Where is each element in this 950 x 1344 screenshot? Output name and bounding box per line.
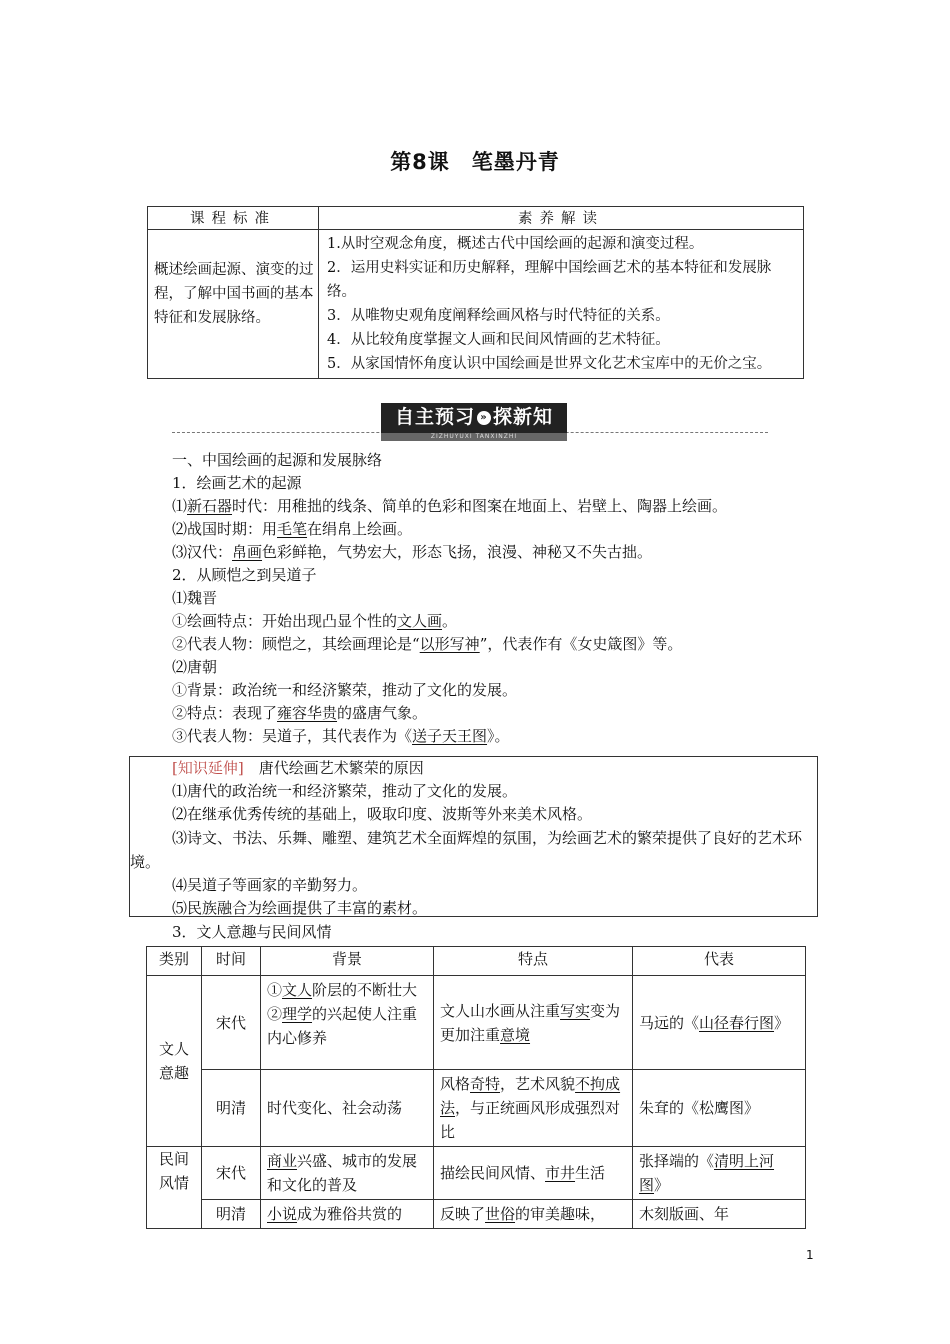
representative-cell: 朱耷的《松鹰图》 <box>633 1070 806 1147</box>
text-line: ①绘画特点：开始出现凸显个性的文人画。 <box>172 612 458 630</box>
background-cell: 商业兴盛、城市的发展和文化的普及 <box>261 1147 434 1200</box>
col-header: 时间 <box>202 947 261 976</box>
time-cell: 明清 <box>202 1070 261 1147</box>
extension-item: ⑷吴道子等画家的辛勤努力。 <box>172 876 368 894</box>
literacy-item: 2．运用史料实证和历史解释，理解中国绘画艺术的基本特征和发展脉络。 <box>327 260 772 300</box>
literacy-list <box>319 230 804 379</box>
page-title: 第8课 笔墨丹青 <box>390 150 560 174</box>
section-heading: 一、中国绘画的起源和发展脉络 <box>172 451 383 469</box>
text-line: ①背景：政治统一和经济繁荣，推动了文化的发展。 <box>172 681 518 699</box>
literacy-item: 5．从家国情怀角度认识中国绘画是世界文化艺术宝库中的无价之宝。 <box>327 356 772 372</box>
text-line: ②代表人物：顾恺之，其绘画理论是“以形写神”，代表作有《女史箴图》等。 <box>172 635 683 653</box>
text-line: ⑴新石器时代：用稚拙的线条、简单的色彩和图案在地面上、岩壁上、陶器上绘画。 <box>172 497 728 515</box>
subsection-heading: 2．从顾恺之到吴道子 <box>172 566 317 584</box>
page-number: 1 <box>806 1248 814 1262</box>
curriculum-standards-table <box>147 206 804 379</box>
time-cell: 明清 <box>202 1200 261 1229</box>
representative-cell: 张择端的《清明上河图》 <box>633 1147 806 1200</box>
feature-cell: 描绘民间风情、市井生活 <box>434 1147 633 1200</box>
category-cell: 文人意趣 <box>147 976 202 1147</box>
background-cell: 小说成为雅俗共赏的 <box>261 1200 434 1229</box>
background-cell: ①文人阶层的不断壮大 ②理学的兴起使人注重内心修养 <box>261 976 434 1070</box>
text-line: ②特点：表现了雍容华贵的盛唐气象。 <box>172 704 428 722</box>
extension-item: ⑶诗文、书法、乐舞、雕塑、建筑艺术全面辉煌的氛围，为绘画艺术的繁荣提供了良好的艺术环境。 <box>130 829 803 871</box>
time-cell: 宋代 <box>202 976 261 1070</box>
text-line: ⑵战国时期：用毛笔在绢帛上绘画。 <box>172 520 413 538</box>
background-cell: 时代变化、社会动荡 <box>261 1070 434 1147</box>
header-standard: 课程标准 <box>148 207 319 230</box>
text-line: ⑵唐朝 <box>172 658 218 676</box>
blank-answer: 新石器 <box>187 497 233 515</box>
blank-answer: 以形写神 <box>419 635 480 653</box>
banner-title: 自主预习 » 探新知 <box>381 403 567 433</box>
category-cell: 民间风情 <box>147 1147 202 1229</box>
blank-answer: 雍容华贵 <box>277 704 338 722</box>
representative-cell: 马远的《山径春行图》 <box>633 976 806 1070</box>
col-header: 类别 <box>147 947 202 976</box>
section-banner <box>0 403 950 439</box>
subsection-heading: 3．文人意趣与民间风情 <box>172 923 332 941</box>
feature-cell: 文人山水画从注重写实变为更加注重意境 <box>434 976 633 1070</box>
literacy-item: 3．从唯物史观角度阐释绘画风格与时代特征的关系。 <box>327 308 670 324</box>
standard-text: 概述绘画起源、演变的过程，了解中国书画的基本特征和发展脉络。 <box>148 230 319 379</box>
literacy-item: 1.从时空观念角度，概述古代中国绘画的起源和演变过程。 <box>327 236 704 252</box>
preview-content <box>172 449 812 748</box>
extension-tag: [知识延伸] <box>172 759 244 777</box>
blank-answer: 送子天王图 <box>412 727 488 745</box>
extension-item: ⑵在继承优秀传统的基础上，吸取印度、波斯等外来美术风格。 <box>172 805 593 823</box>
extension-item: ⑸民族融合为绘画提供了丰富的素材。 <box>172 899 428 917</box>
blank-answer: 帛画 <box>232 543 263 561</box>
arrow-icon: » <box>477 411 491 425</box>
subsection-heading: 1．绘画艺术的起源 <box>172 474 302 492</box>
literati-folk-table <box>146 946 806 1229</box>
extension-item: ⑴唐代的政治统一和经济繁荣，推动了文化的发展。 <box>172 782 518 800</box>
col-header: 代表 <box>633 947 806 976</box>
blank-answer: 文人画 <box>397 612 443 630</box>
col-header: 背景 <box>261 947 434 976</box>
col-header: 特点 <box>434 947 633 976</box>
blank-answer: 毛笔 <box>277 520 308 538</box>
feature-cell: 风格奇特，艺术风貌不拘成法，与正统画风形成强烈对比 <box>434 1070 633 1147</box>
time-cell: 宋代 <box>202 1147 261 1200</box>
header-literacy: 素养解读 <box>319 207 804 230</box>
text-line: ③代表人物：吴道子，其代表作为《送子天王图》。 <box>172 727 510 745</box>
text-line: ⑴魏晋 <box>172 589 218 607</box>
feature-cell: 反映了世俗的审美趣味， <box>434 1200 633 1229</box>
extension-title: [知识延伸] 唐代绘画艺术繁荣的原因 <box>172 759 424 777</box>
literacy-item: 4．从比较角度掌握文人画和民间风情画的艺术特征。 <box>327 332 670 348</box>
text-line: ⑶汉代：帛画色彩鲜艳，气势宏大，形态飞扬，浪漫、神秘又不失古拙。 <box>172 543 653 561</box>
representative-cell: 木刻版画、年 <box>633 1200 806 1229</box>
knowledge-extension-box <box>129 756 818 917</box>
banner-subtitle: ZIZHUYUXI TANXINZHI <box>381 433 567 441</box>
